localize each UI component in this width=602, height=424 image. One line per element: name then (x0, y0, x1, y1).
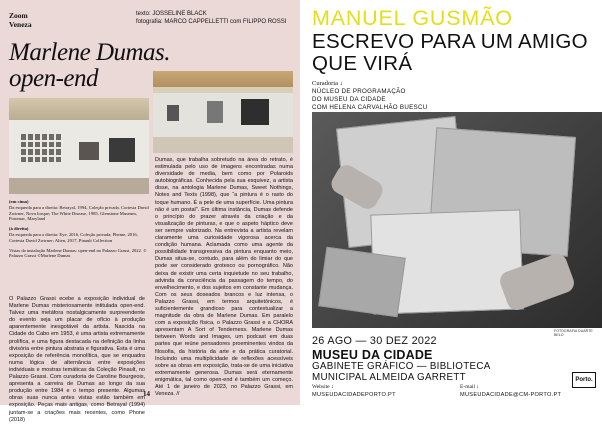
section-veneza: Veneza (9, 20, 32, 29)
curatorship-line: DO MUSEU DA CIDADE (312, 95, 386, 103)
email-label: E-mail ↓ (460, 384, 480, 390)
artwork (79, 142, 99, 160)
page-number: 14 (143, 390, 150, 398)
venue-name: MUSEU DA CIDADE (312, 348, 433, 362)
venue-detail: GABINETE GRÁFICO — BIBLIOTECA MUNICIPAL ALMEIDA GARRETT (312, 361, 491, 383)
photo-credit: FOTOGRAFIA DUARTE BELO (554, 329, 593, 337)
article-title (9, 40, 170, 92)
contact-sheet (318, 247, 406, 318)
gallery-photo-right (153, 71, 293, 153)
left-page (0, 0, 300, 423)
caption: Vistas da instalação Marlene Dumas: open-end no Palazzo Grassi, 2022. © Palazzo Grassi ©Marlene Dumas (9, 247, 147, 259)
caption: (à direita) Da esquerda para a direita: Eye, 2016, Coleção privada; Pheme, 2016, Cortesia David Zwirner; Alien, 2017, Pinault Collection (9, 226, 138, 243)
photo-credit-label: fotografia: (136, 19, 163, 25)
body-text-column-2: Dumas, que trabalha sobretudo na área do retrato, é estimulada pelo uso de imagens encontradas numa diversidade de media, bem como por Polaroids autobiográficas. Conhecida pela sua esquivez, a artista disse, na antologia Marlene Dumas, Sweet Nothings, Notes and Texts (1998), que “a pintura é o rasto do toque humano. É a pele de uma superfície. Uma pintura não é um postal”. Em última instância, Dumas defende o princípio do prazer através da criação e da visualização de pinturas, e que o aspeto háptico deve ser sempre valorizado. Na entrevista a artista revelam claramente uma curiosidade vigorosa acerca da condição humana. Aclamada como uma agente da possibilidade transgressiva da pintura enquanto meio, Dumas situa-se, contudo, para além do limiar do que pode ser considerado grotesco ou pornográfico. Não deixa de existir uma certa inquietude no seu trabalho, advinda da consciência da passagem do tempo, do envelhecimento, e dos sujeitos em constante mudança. Com os seus doseados brancos e luz intensa, o Palazzo Grassi, em termos arquitetónicos, é suficientemente grandioso para contextualizar a magnitude da obra de Marlene Dumas. Em paralelo com a exposição física, o Palazzo Grassi e a CHORA apresentam A Sort of Tenderness. Marlene Dumas between Words and Images, um podcast em duas partes que reúne pensadores proeminentes vindos da filosofia, da história da arte e da prática curatorial. Incluindo uma multiplicidade de reflexões acessíveis sobre as obras em exposição, trata-se de uma iniciativa extremamente generosa. Dumas será eternamente enigmática, tal como open-end é também um começo. Até 1 de janeiro de 2023, no Palazzo Grassi, em Veneza. // (155, 157, 293, 398)
caption: (em cima) Da esquerda para a direita: Betrayal, 1994, Coleção privada. Cortesia David Zwirner, Nova Iorque; The White Disease, 1985, Glenstone Museum, Potomac, Maryland (9, 199, 149, 222)
gallery-floor (153, 137, 293, 153)
article-title-line1: Marlene Dumas. (9, 39, 171, 66)
exhibition-photo (312, 112, 602, 328)
gallery-cornice (153, 87, 293, 93)
website-link[interactable]: MUSEUDACIDADEPORTO.PT (312, 392, 396, 398)
exhibition-dates: 26 AGO — 30 DEZ 2022 (312, 335, 437, 347)
right-page (300, 0, 600, 405)
curatorship-line: COM HELENA CARVALHÃO BUESCU (312, 103, 428, 111)
gallery-ceiling (9, 98, 149, 120)
artist-name: MANUEL GUSMÃO (312, 6, 513, 30)
artwork-grid (21, 134, 61, 162)
text-credit-label: texto: (136, 11, 151, 17)
artwork (207, 101, 223, 123)
curatorship-line: NÚCLEO DE PROGRAMAÇÃO (312, 88, 406, 95)
email-link[interactable]: MUSEUDACIDADE@CM-PORTO.PT (460, 392, 562, 398)
article-credits (136, 10, 296, 26)
text-credit-author: JOSSELINE BLACK (152, 11, 207, 17)
porto-logo: Porto. (572, 372, 596, 388)
article-title-line2: open-end (9, 65, 99, 92)
image-captions (9, 199, 149, 263)
body-text-column-1: O Palazzo Grassi ecebe a exposição individual de Marlene Dumas misteriosamente intitulada open-end. Talvez uma metáfora nostalgicamente surpreendente do evento seja um placar de ofício à produção aparentemente inesgotável da artista. Nascida na Cidade do Cabo em 1953, é uma artista extremamente prolífica, e uma figura destacada na definição da linha divisória entre pintura abstrata e figurativa. Esta é uma exposição de referência monolítica, que se enquadra numa lógica de alternância entre exposições individuais e mostras temáticas da Coleção Pinault, no Palazzo Grassi. Com curadoria de Caroline Bourgeois, apresenta a carreira de Dumas ao longo da sua produção entre 1984 e o tempo presente. Algumas obras suas nunca antes vistas estão também em exposição. Peças mais antigas, como Betrayal (1994) juntam-se a criações mais recentes, como Phone (2018) (9, 296, 145, 423)
curatorship-label: Curadoria ↓ (312, 80, 343, 87)
gallery-photo-left (9, 98, 149, 194)
website-label: Website ↓ (312, 384, 334, 390)
gallery-floor (9, 178, 149, 194)
gallery-ceiling (153, 71, 293, 87)
artwork (167, 105, 179, 121)
photo-credit-authors: MARCO CAPPELLETTI com FILIPPO ROSSI (164, 19, 287, 25)
section-label (9, 11, 32, 29)
artwork (241, 99, 269, 125)
exhibition-title: ESCREVO PARA UM AMIGO QUE VIRÁ (312, 30, 588, 75)
section-zoom: Zoom (9, 11, 28, 20)
curatorship (312, 88, 428, 111)
artwork (109, 138, 135, 162)
